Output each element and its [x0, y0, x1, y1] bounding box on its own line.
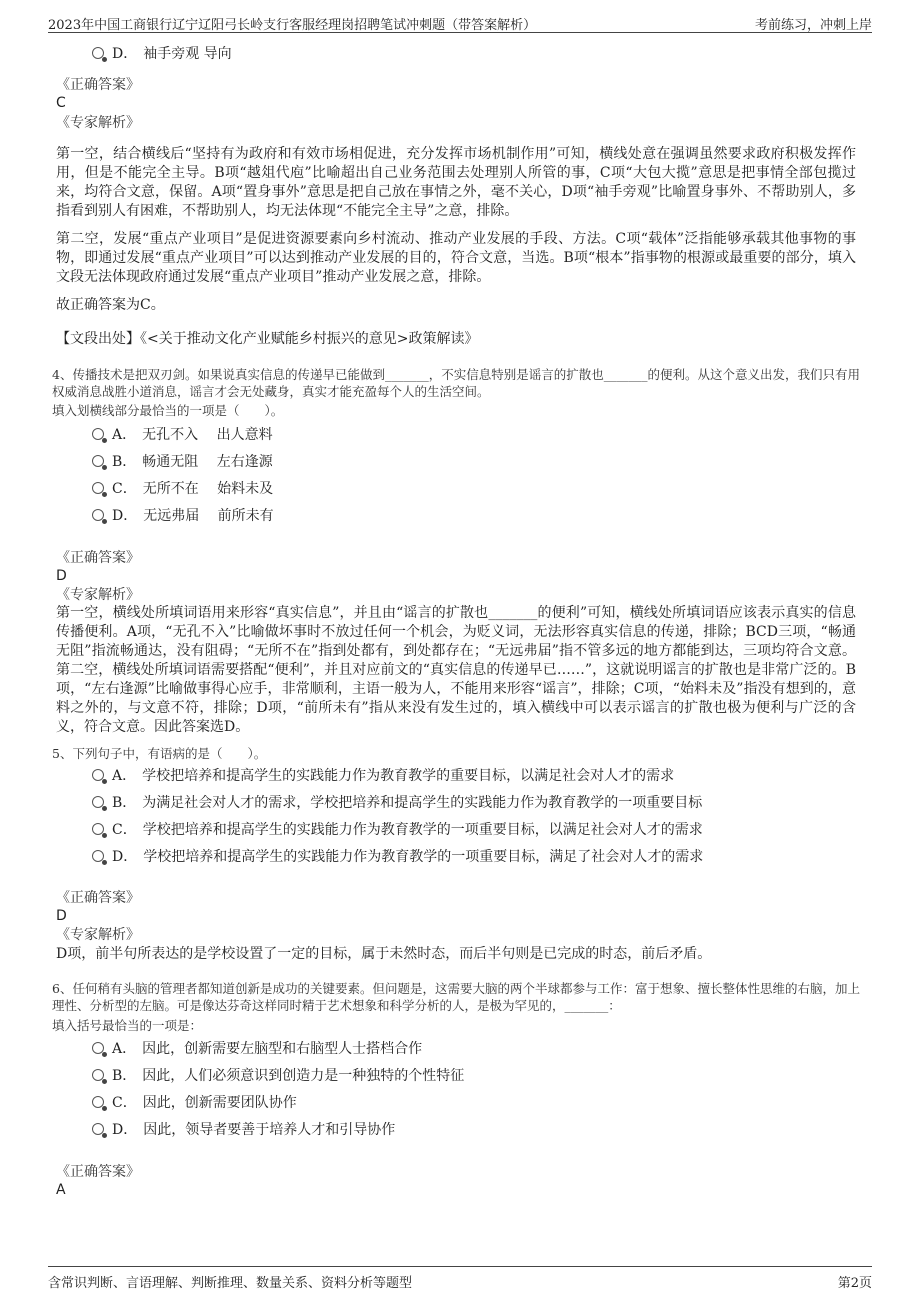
q4-correct-label: 《正确答案》	[56, 550, 140, 566]
radio-icon[interactable]	[92, 455, 104, 467]
q4-option-b[interactable]: B． 畅通无阻 左右逢源	[92, 452, 273, 472]
q3-conclusion: 故正确答案为C。	[56, 297, 165, 313]
radio-icon[interactable]	[92, 1042, 104, 1054]
q5-correct-label: 《正确答案》	[56, 890, 140, 906]
q3-analysis-label: 《专家解析》	[56, 115, 140, 131]
q6-prompt: 填入括号最恰当的一项是：	[52, 1018, 203, 1033]
q3-option-d[interactable]: D． 袖手旁观 导向	[92, 44, 232, 64]
q4-stem: 4、传播技术是把双刃剑。如果说真实信息的传递早已能做到_______，不实信息特别是谣言的扩散也_______的便利。从这个意义出发，我们只有用权威消息战胜小道消息，谣言才会无处藏身，真实才能充盈每个人的生活空间。	[52, 367, 860, 399]
q4-prompt: 填入划横线部分最恰当的一项是（ ）。	[52, 403, 284, 418]
q6-stem: 6、任何稍有头脑的管理者都知道创新是成功的关键要素。但问题是，这需要大脑的两个半球都参与工作：富于想象、擅长整体性思维的右脑，加上理性、分析型的左脑。可是像达芬奇这样同时精于艺术想象和科学分析的人，是极为罕见的，_______：	[52, 981, 860, 1013]
q5-option-c[interactable]: C． 学校把培养和提高学生的实践能力作为教育教学的一项重要目标，以满足社会对人才的需求	[92, 820, 703, 840]
page-header	[48, 12, 872, 33]
radio-icon[interactable]	[92, 47, 104, 59]
q4-answer: D	[56, 568, 67, 584]
q3-correct-label: 《正确答案》	[56, 77, 140, 93]
q3-analysis-p2: 第二空，发展“重点产业项目”是促进资源要素向乡村流动、推动产业发展的手段、方法。C项“载体”泛指能够承载其他事物的事物，即通过发展“重点产业项目”可以达到推动产业发展的目的，符合文意，当选。B项“根本”指事物的根源或最重要的部分，填入文段无法体现政府通过发展“重点产业项目”推动产业发展之意，排除。	[56, 231, 856, 285]
radio-icon[interactable]	[92, 428, 104, 440]
q5-option-d[interactable]: D． 学校把培养和提高学生的实践能力作为教育教学的一项重要目标，满足了社会对人才的需求	[92, 847, 703, 867]
q4-analysis: 第一空，横线处所填词语用来形容“真实信息”，并且由“谣言的扩散也_______的便利”可知，横线处所填词语应该表示真实的信息传播便利。A项，“无孔不入”比喻做坏事时不放过任何一个机会，为贬义词，无法形容真实信息的传递，排除；BCD三项，“畅通无阻”指流畅通达，没有阻碍；“无所不在”指到处都有，到处都存在；“无远弗届”指不管多远的地方都能到达，三项均符合文意。第二空，横线处所填词语需要搭配“便利”，并且对应前文的“真实信息的传递早已……”，这就说明谣言的扩散也是非常广泛的。B项，“左右逢源”比喻做事得心应手，非常顺利，主语一般为人，不能用来形容“谣言”，排除；C项，“始料未及”指没有想到的，意料之外的，与文意不符，排除；D项，“前所未有”指从来没有发生过的，填入横线中可以表示谣言的扩散也极为便利与广泛的含义，符合文意。因此答案选D。	[56, 605, 856, 735]
radio-icon[interactable]	[92, 509, 104, 521]
q6-option-a[interactable]: A． 因此，创新需要左脑型和右脑型人士搭档合作	[92, 1039, 422, 1059]
radio-icon[interactable]	[92, 482, 104, 494]
radio-icon[interactable]	[92, 1096, 104, 1108]
q5-answer: D	[56, 908, 67, 924]
radio-icon[interactable]	[92, 769, 104, 781]
q4-option-d[interactable]: D． 无远弗届 前所未有	[92, 506, 274, 526]
radio-icon[interactable]	[92, 1123, 104, 1135]
q6-option-c[interactable]: C． 因此，创新需要团队协作	[92, 1093, 297, 1113]
q6-option-d[interactable]: D． 因此，领导者要善于培养人才和引导协作	[92, 1120, 395, 1140]
footer-topics: 含常识判断、言语理解、判断推理、数量关系、资料分析等题型	[48, 1276, 413, 1291]
q5-option-a[interactable]: A． 学校把培养和提高学生的实践能力作为教育教学的重要目标，以满足社会对人才的需求	[92, 766, 674, 786]
header-slogan: 考前练习，冲刺上岸	[754, 18, 872, 33]
q6-correct-label: 《正确答案》	[56, 1164, 140, 1180]
q4-option-c[interactable]: C． 无所不在 始料未及	[92, 479, 273, 499]
page-footer	[48, 1266, 872, 1291]
q4-option-a[interactable]: A． 无孔不入 出人意料	[92, 425, 273, 445]
q6-option-b[interactable]: B． 因此，人们必须意识到创造力是一种独特的个性特征	[92, 1066, 464, 1086]
page-number: 第2页	[837, 1276, 872, 1291]
q3-answer: C	[56, 95, 66, 111]
radio-icon[interactable]	[92, 1069, 104, 1081]
q5-option-b[interactable]: B． 为满足社会对人才的需求，学校把培养和提高学生的实践能力作为教育教学的一项重要目标	[92, 793, 702, 813]
q4-analysis-label: 《专家解析》	[56, 587, 140, 603]
radio-icon[interactable]	[92, 823, 104, 835]
q3-source: 【文段出处】《<关于推动文化产业赋能乡村振兴的意见>政策解读》	[56, 331, 479, 347]
q3-analysis-p1: 第一空，结合横线后“坚持有为政府和有效市场相促进，充分发挥市场机制作用”可知，横线处意在强调虽然要求政府积极发挥作用，但是不能完全主导。B项“越俎代庖”比喻超出自己业务范围去处理别人所管的事，C项“大包大揽”意思是把事情全部包揽过来，均符合文意，保留。A项“置身事外”意思是把自己放在事情之外，毫不关心，D项“袖手旁观”比喻置身事外、不帮助别人，多指看到别人有困难，不帮助别人，均无法体现“不能完全主导”之意，排除。	[56, 146, 856, 219]
radio-icon[interactable]	[92, 796, 104, 808]
document-title: 2023年中国工商银行辽宁辽阳弓长岭支行客服经理岗招聘笔试冲刺题（带答案解析）	[48, 18, 537, 33]
q5-analysis-label: 《专家解析》	[56, 927, 140, 943]
q5-analysis: D项，前半句所表达的是学校设置了一定的目标，属于未然时态，而后半句则是已完成的时态，前后矛盾。	[56, 946, 712, 962]
radio-icon[interactable]	[92, 850, 104, 862]
q6-answer: A	[56, 1182, 66, 1198]
q5-stem: 5、下列句子中，有语病的是（ ）。	[52, 746, 267, 761]
